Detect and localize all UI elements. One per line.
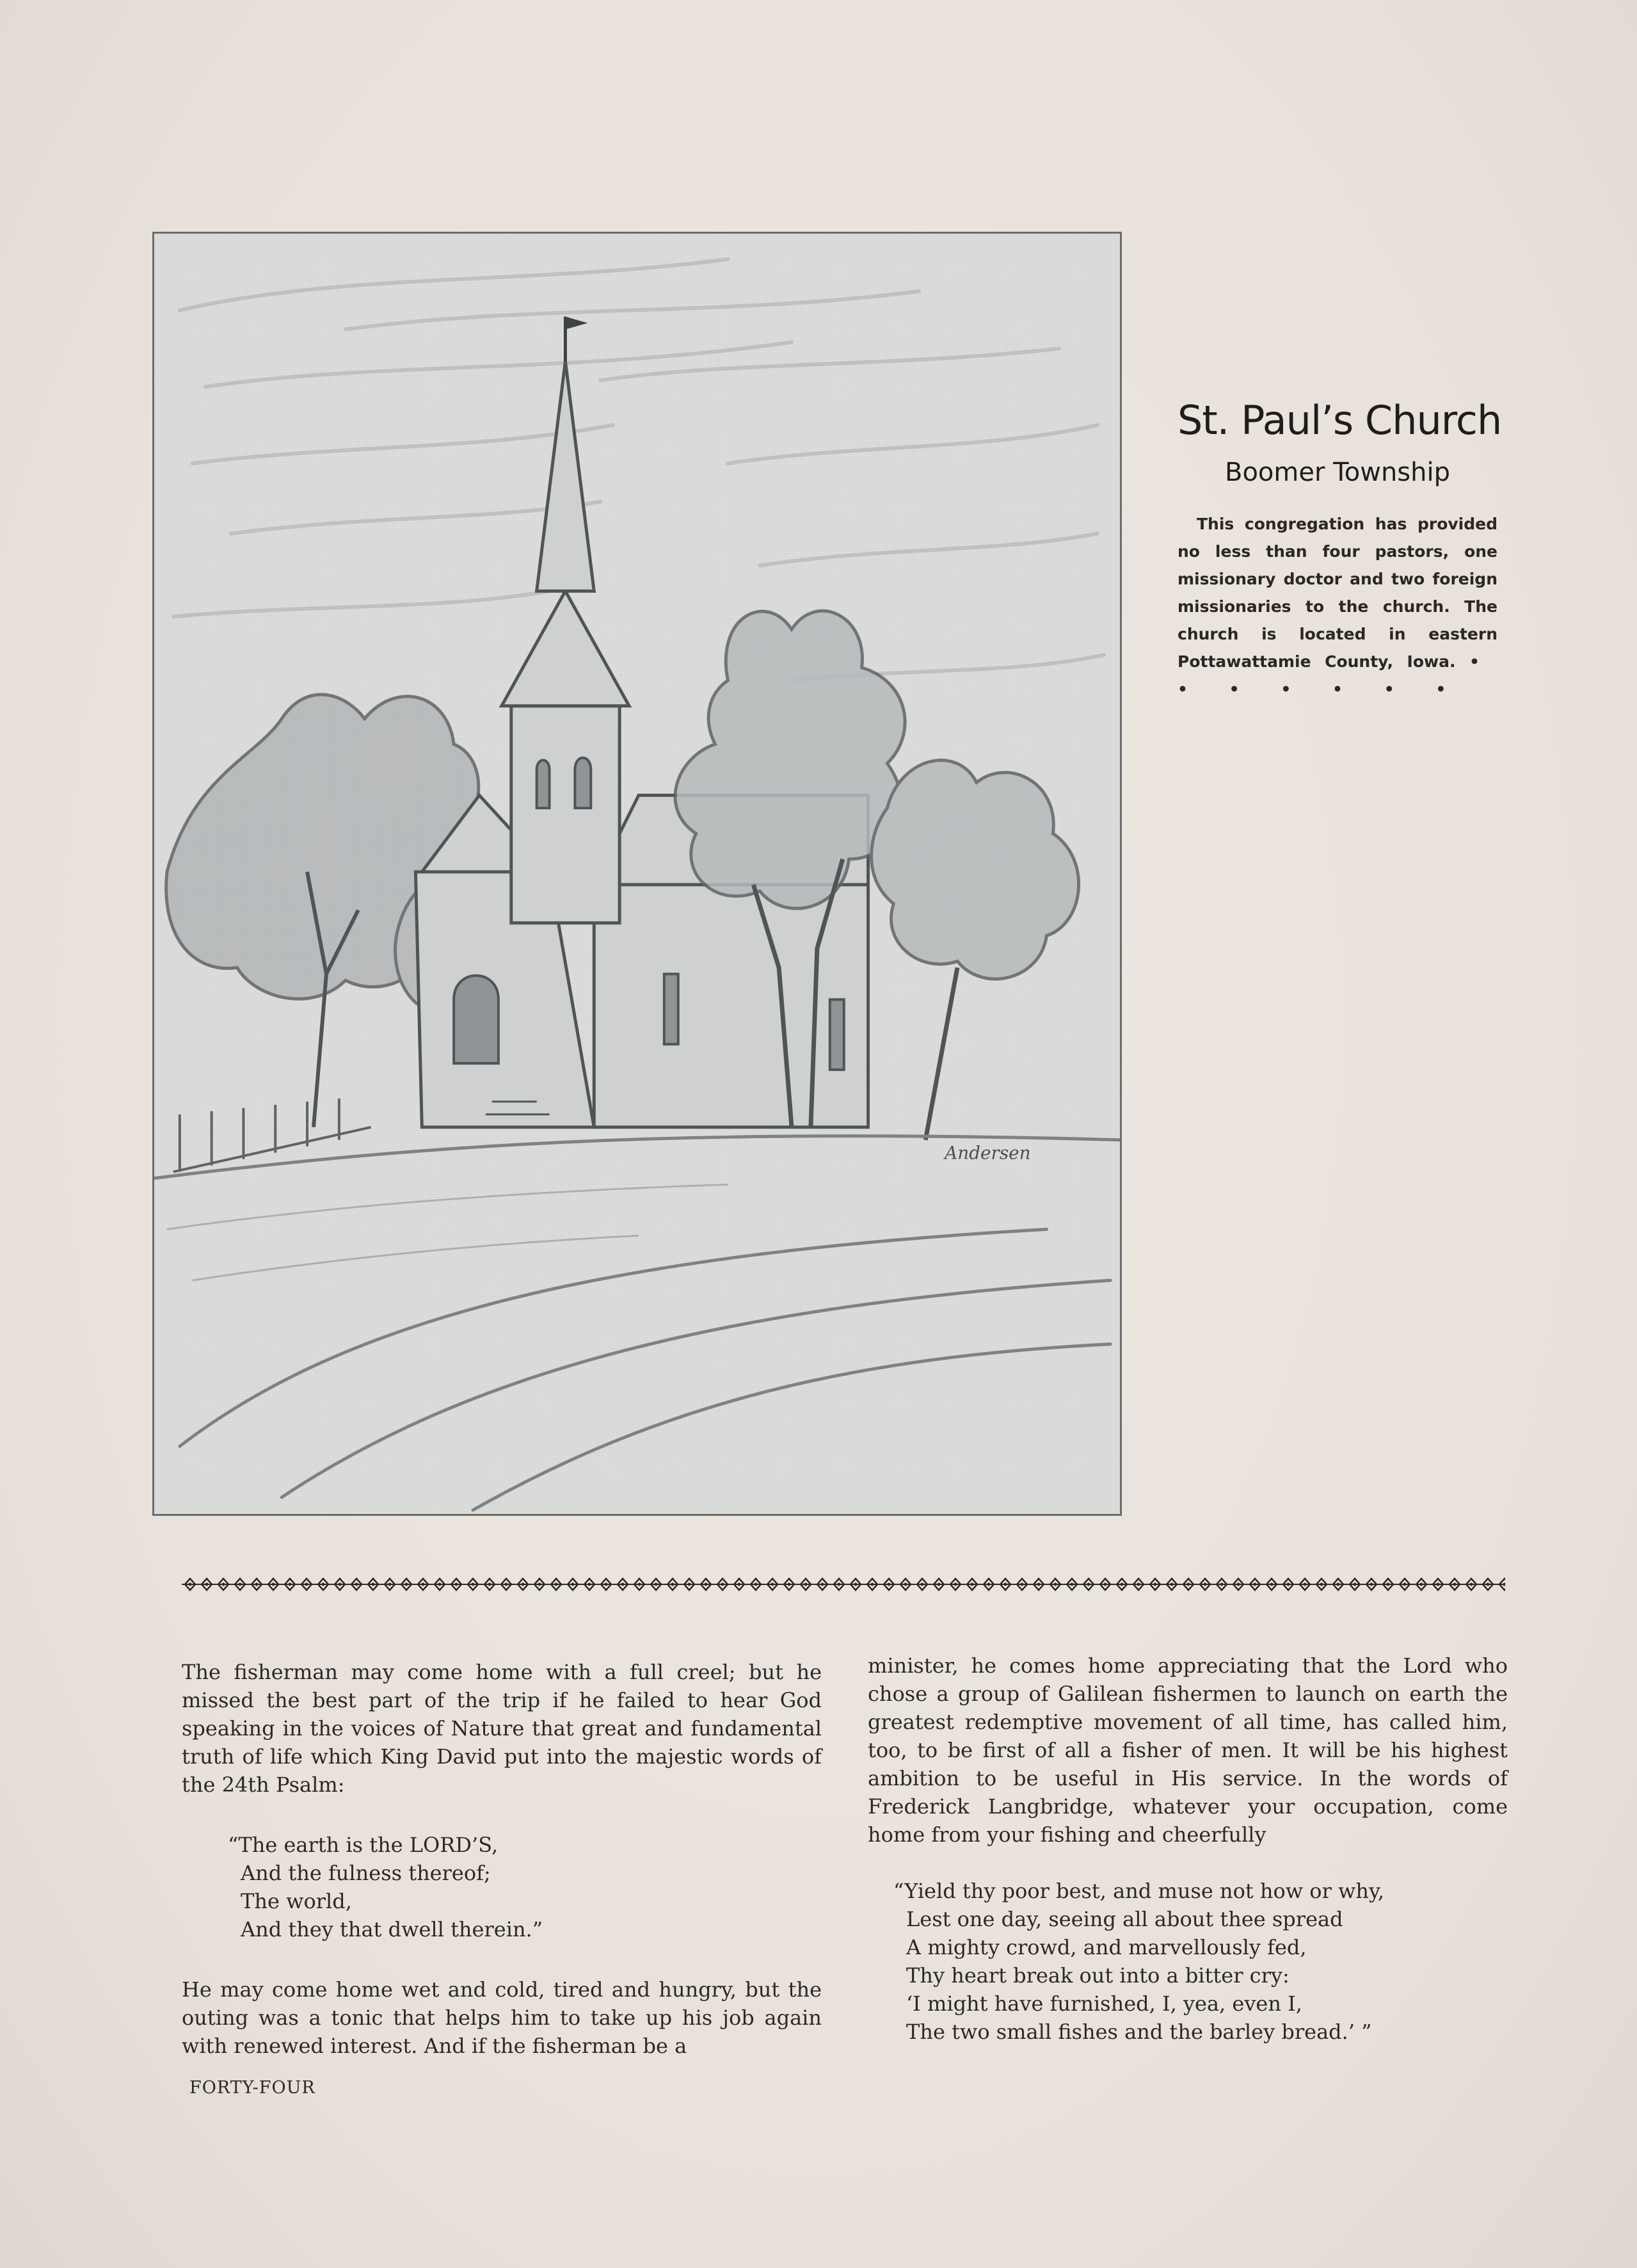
right-paragraph-1: minister, he comes home appreciating that the Lord who chose a group of Galilean fishermen to launch on earth the greatest redemptive movement of all time, has called him, too, to be first of all a fisher of men. It will be his highest ambition to be useful in His service. In the words of Frederick Langbridge, whatever your occupation, come home from your fishing and cheerfully: [868, 1653, 1508, 1847]
left-paragraph-1: The fisherman may come home with a full creel; but he missed the best part of the trip if he failed to hear God speaking in the voices of Nature that great and fundamental truth of life which King David put into the majestic words of the 24th Psalm:: [182, 1660, 822, 1797]
church-description-text: This congregation has provided no less than four pastors, one missionary doctor and two foreign missionaries to the church. The church is located in eastern Pottawattamie County, Iowa.: [1178, 515, 1497, 671]
verse-line: Thy heart break out into a bitter cry:: [906, 1963, 1290, 1988]
church-sidebar: [1178, 397, 1502, 703]
left-column: [182, 1658, 822, 2060]
church-description: [1178, 510, 1497, 703]
divider-pattern: [182, 1576, 1505, 1593]
psalm-verse: [182, 1831, 822, 1943]
church-sketch-graphic: [154, 234, 1120, 1514]
verse-line: The world,: [241, 1889, 352, 1913]
verse-line: “The earth is the LORD’S,: [228, 1833, 499, 1857]
church-illustration: [152, 232, 1122, 1516]
left-paragraph-2: He may come home wet and cold, tired and hungry, but the outing was a tonic that helps him to take up his job again with renewed interest. And if the fisherman be a: [182, 1977, 822, 2058]
church-title: St. Paul’s Church: [1178, 397, 1502, 444]
page-number: FORTY-FOUR: [189, 2078, 315, 2098]
verse-line: ‘I might have furnished, I, yea, even I,: [906, 1991, 1302, 2016]
trailing-dots: • • • • • • •: [1178, 652, 1497, 698]
verse-line: Lest one day, seeing all about thee spread: [906, 1907, 1343, 1931]
verse-line: And the fulness thereof;: [241, 1861, 491, 1885]
verse-line: The two small fishes and the barley bread.’ ”: [906, 2020, 1372, 2044]
artist-signature: Andersen: [945, 1142, 1031, 1164]
church-subtitle: Boomer Township: [1225, 458, 1450, 487]
langbridge-verse: [868, 1877, 1508, 2046]
verse-line: And they that dwell therein.”: [241, 1917, 543, 1942]
verse-line: A mighty crowd, and marvellously fed,: [906, 1935, 1307, 1959]
ornamental-divider: [182, 1576, 1505, 1593]
verse-line: “Yield thy poor best, and muse not how or why,: [893, 1879, 1385, 1903]
right-column: [868, 1652, 1508, 2046]
